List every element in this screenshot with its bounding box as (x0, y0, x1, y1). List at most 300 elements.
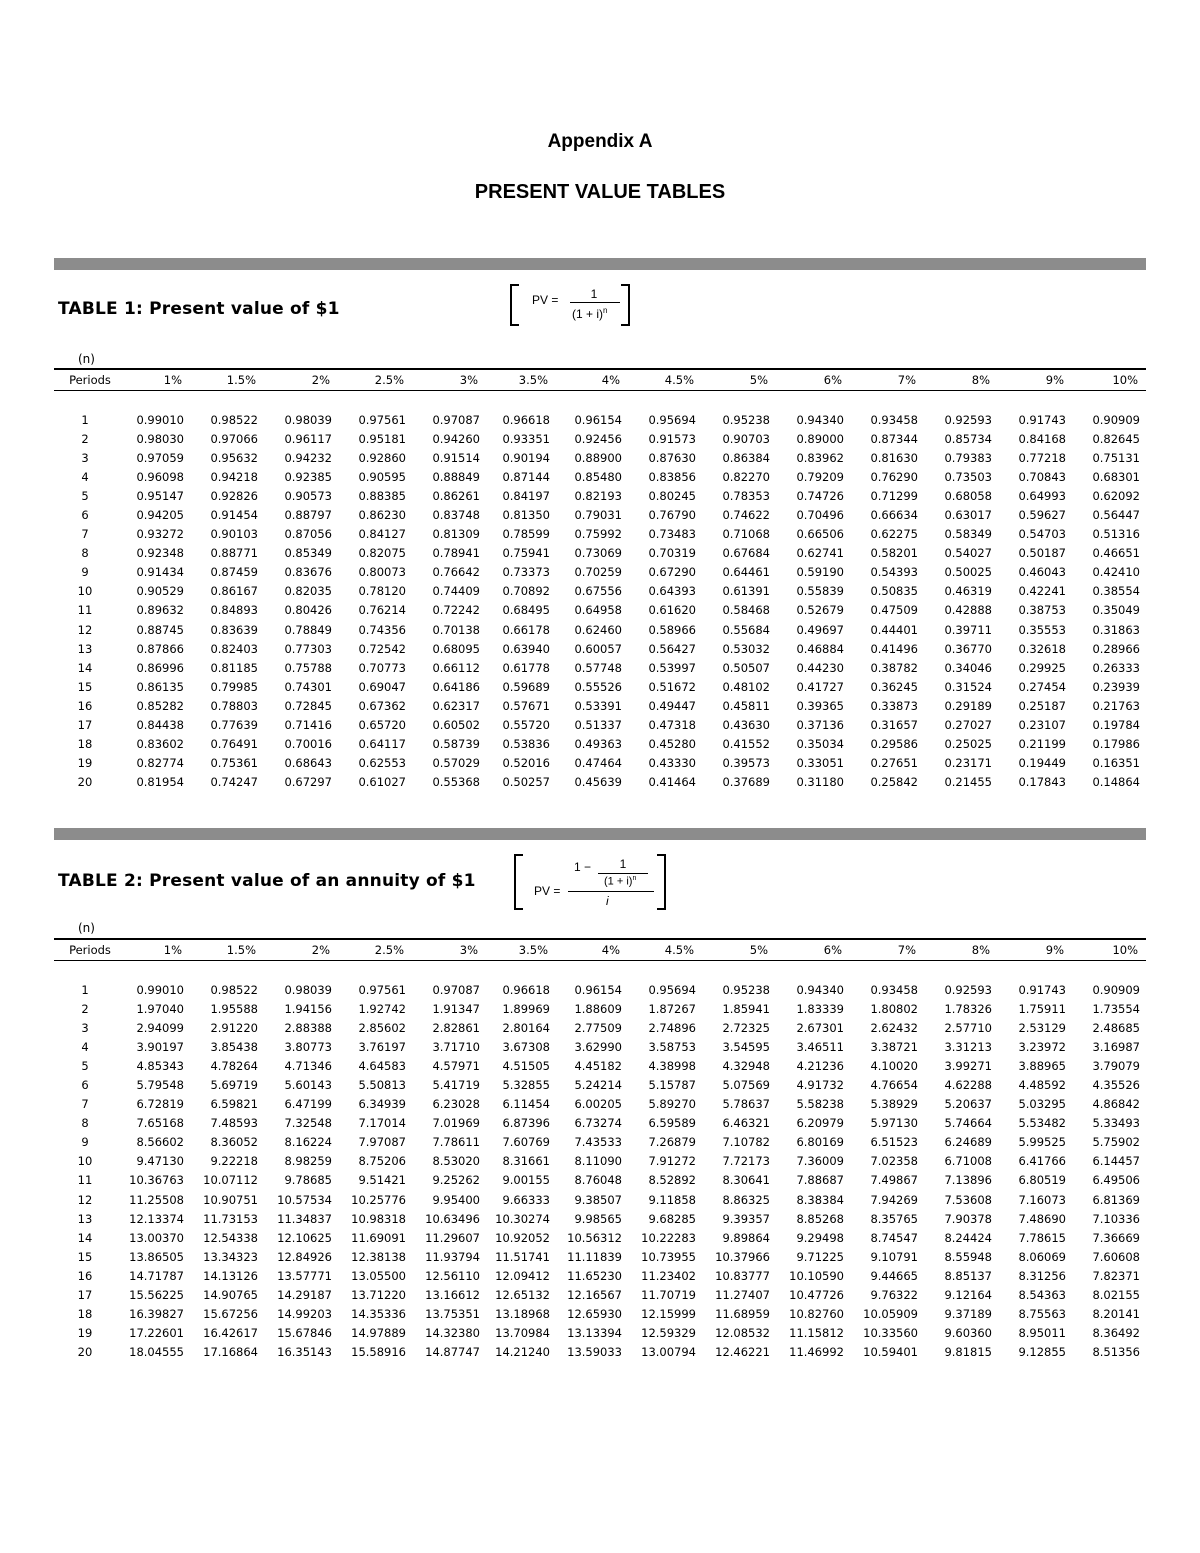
table-row (54, 601, 1146, 620)
table-row (54, 1190, 1146, 1209)
value-cell: 0.92456 (574, 431, 622, 446)
value-cell: 0.78599 (502, 527, 550, 542)
period-cell: 17 (77, 1288, 93, 1303)
table1-header-row (54, 369, 1146, 391)
value-cell: 0.21763 (1092, 698, 1140, 713)
table1-title: TABLE 1: Present value of $1 (58, 299, 340, 319)
value-cell: 1.83339 (796, 1001, 844, 1016)
value-cell: 0.89000 (796, 431, 844, 446)
value-cell: 8.24424 (944, 1230, 992, 1245)
value-cell: 0.51316 (1092, 527, 1140, 542)
value-cell: 1.78326 (944, 1001, 992, 1016)
table-row (54, 639, 1146, 658)
value-cell: 10.37966 (715, 1249, 770, 1264)
value-cell: 6.11454 (502, 1097, 550, 1112)
value-cell: 9.47130 (136, 1154, 184, 1169)
value-cell: 13.13394 (567, 1326, 622, 1341)
value-cell: 8.74547 (870, 1230, 918, 1245)
value-cell: 0.87459 (210, 565, 258, 580)
value-cell: 2.80164 (502, 1020, 550, 1035)
column-header-rate: 4.5% (628, 939, 702, 961)
table-row (54, 1114, 1146, 1133)
value-cell: 0.45280 (648, 737, 696, 752)
value-cell: 2.82861 (432, 1020, 480, 1035)
value-cell: 0.85349 (284, 546, 332, 561)
value-cell: 0.48102 (722, 679, 770, 694)
value-cell: 1.73554 (1092, 1001, 1140, 1016)
value-cell: 0.84127 (358, 527, 406, 542)
table-row (54, 1228, 1146, 1247)
table-row (54, 677, 1146, 696)
value-cell: 0.41464 (648, 775, 696, 790)
value-cell: 8.95011 (1018, 1326, 1066, 1341)
value-cell: 0.70496 (796, 508, 844, 523)
value-cell: 0.76491 (210, 737, 258, 752)
value-cell: 4.10020 (870, 1058, 918, 1073)
value-cell: 5.50813 (358, 1078, 406, 1093)
value-cell: 13.57771 (277, 1268, 332, 1283)
value-cell: 9.39357 (722, 1211, 770, 1226)
period-cell: 3 (81, 450, 89, 465)
value-cell: 6.80169 (796, 1135, 844, 1150)
value-cell: 0.87056 (284, 527, 332, 542)
value-cell: 0.77639 (210, 718, 258, 733)
value-cell: 9.98565 (574, 1211, 622, 1226)
value-cell: 0.36770 (944, 641, 992, 656)
value-cell: 0.94232 (284, 450, 332, 465)
period-cell: 17 (77, 718, 93, 733)
value-cell: 7.91272 (648, 1154, 696, 1169)
value-cell: 8.06069 (1018, 1249, 1066, 1264)
formula-one-minus: 1 − (574, 860, 592, 874)
value-cell: 4.64583 (358, 1058, 406, 1073)
value-cell: 12.08532 (715, 1326, 770, 1341)
value-cell: 0.72845 (284, 698, 332, 713)
value-cell: 0.23939 (1092, 679, 1140, 694)
value-cell: 2.74896 (648, 1020, 696, 1035)
value-cell: 8.38384 (796, 1192, 844, 1207)
value-cell: 0.76642 (432, 565, 480, 580)
value-cell: 5.69719 (210, 1078, 258, 1093)
value-cell: 3.31213 (944, 1039, 992, 1054)
value-cell: 0.73503 (944, 469, 992, 484)
value-cell: 0.76790 (648, 508, 696, 523)
value-cell: 10.73955 (641, 1249, 696, 1264)
value-cell: 9.89864 (722, 1230, 770, 1245)
column-header-rate: 7% (850, 369, 924, 391)
value-cell: 0.51337 (574, 718, 622, 733)
value-cell: 0.90909 (1092, 412, 1140, 427)
value-cell: 0.88771 (210, 546, 258, 561)
value-cell: 13.05500 (351, 1268, 406, 1283)
value-cell: 0.57029 (432, 756, 480, 771)
value-cell: 0.50187 (1018, 546, 1066, 561)
value-cell: 0.46043 (1018, 565, 1066, 580)
value-cell: 0.93458 (870, 982, 918, 997)
value-cell: 0.81630 (870, 450, 918, 465)
value-cell: 0.88797 (284, 508, 332, 523)
formula-fraction-bar (568, 891, 654, 892)
value-cell: 0.74356 (358, 622, 406, 637)
value-cell: 6.34939 (358, 1097, 406, 1112)
value-cell: 0.82193 (574, 488, 622, 503)
value-cell: 9.81815 (944, 1345, 992, 1360)
value-cell: 0.74622 (722, 508, 770, 523)
value-cell: 6.59821 (210, 1097, 258, 1112)
value-cell: 0.64461 (722, 565, 770, 580)
spacer-cell (54, 391, 1146, 411)
value-cell: 3.16987 (1092, 1039, 1140, 1054)
value-cell: 0.96117 (284, 431, 332, 446)
value-cell: 0.60057 (574, 641, 622, 656)
value-cell: 0.58468 (722, 603, 770, 618)
value-cell: 0.45639 (574, 775, 622, 790)
value-cell: 0.97087 (432, 412, 480, 427)
value-cell: 0.47464 (574, 756, 622, 771)
value-cell: 10.07112 (203, 1173, 258, 1188)
value-cell: 7.48690 (1018, 1211, 1066, 1226)
value-cell: 0.87144 (502, 469, 550, 484)
value-cell: 2.88388 (284, 1020, 332, 1035)
value-cell: 0.47318 (648, 718, 696, 733)
value-cell: 0.46319 (944, 584, 992, 599)
table2-header-row (54, 939, 1146, 961)
value-cell: 6.24689 (944, 1135, 992, 1150)
value-cell: 0.67362 (358, 698, 406, 713)
value-cell: 4.76654 (870, 1078, 918, 1093)
value-cell: 2.57710 (944, 1020, 992, 1035)
value-cell: 0.82075 (358, 546, 406, 561)
table-row (54, 1266, 1146, 1285)
value-cell: 1.88609 (574, 1001, 622, 1016)
table-row (54, 525, 1146, 544)
value-cell: 0.62092 (1092, 488, 1140, 503)
value-cell: 10.57534 (277, 1192, 332, 1207)
column-header-rate: 4.5% (628, 369, 702, 391)
value-cell: 0.70773 (358, 660, 406, 675)
table-row (54, 582, 1146, 601)
value-cell: 0.70843 (1018, 469, 1066, 484)
value-cell: 0.37136 (796, 718, 844, 733)
value-cell: 0.39711 (944, 622, 992, 637)
value-cell: 12.38138 (351, 1249, 406, 1264)
value-cell: 0.92860 (358, 450, 406, 465)
period-cell: 10 (77, 584, 93, 599)
column-header-rate: 8% (924, 369, 998, 391)
value-cell: 0.68058 (944, 488, 992, 503)
value-cell: 0.67297 (284, 775, 332, 790)
value-cell: 5.53482 (1018, 1116, 1066, 1131)
value-cell: 0.44230 (796, 660, 844, 675)
value-cell: 13.70984 (495, 1326, 550, 1341)
value-cell: 0.54393 (870, 565, 918, 580)
value-cell: 15.67256 (203, 1307, 258, 1322)
value-cell: 0.95147 (136, 488, 184, 503)
formula-inner-fraction-bar (598, 873, 648, 874)
value-cell: 8.52892 (648, 1173, 696, 1188)
table-row (54, 716, 1146, 735)
value-cell: 0.96098 (136, 469, 184, 484)
value-cell: 0.62553 (358, 756, 406, 771)
value-cell: 14.87747 (425, 1345, 480, 1360)
value-cell: 0.55720 (502, 718, 550, 733)
value-cell: 0.64993 (1018, 488, 1066, 503)
value-cell: 0.37689 (722, 775, 770, 790)
formula-denominator: $(1 + i)^n$ (572, 306, 608, 321)
value-cell: 5.32855 (502, 1078, 550, 1093)
period-cell: 15 (77, 679, 93, 694)
value-cell: 0.99010 (136, 412, 184, 427)
column-header-rate: 2.5% (338, 369, 412, 391)
value-cell: 9.29498 (796, 1230, 844, 1245)
value-cell: 0.27454 (1018, 679, 1066, 694)
value-cell: 0.95632 (210, 450, 258, 465)
value-cell: 0.62741 (796, 546, 844, 561)
table-row (54, 658, 1146, 677)
value-cell: 8.53020 (432, 1154, 480, 1169)
value-cell: 3.62990 (574, 1039, 622, 1054)
value-cell: 0.49447 (648, 698, 696, 713)
value-cell: 13.75351 (425, 1307, 480, 1322)
table-row (54, 696, 1146, 715)
value-cell: 0.66178 (502, 622, 550, 637)
value-cell: 0.38753 (1018, 603, 1066, 618)
value-cell: 0.58349 (944, 527, 992, 542)
table-row (54, 999, 1146, 1018)
value-cell: 7.10336 (1092, 1211, 1140, 1226)
value-cell: 0.55684 (722, 622, 770, 637)
value-cell: 0.96154 (574, 412, 622, 427)
value-cell: 0.91743 (1018, 982, 1066, 997)
value-cell: 0.76214 (358, 603, 406, 618)
formula-inner-denominator: $(1 + i)^n$ (604, 875, 637, 888)
column-header-rate: 2% (264, 939, 338, 961)
value-cell: 6.00205 (574, 1097, 622, 1112)
value-cell: 16.35143 (277, 1345, 332, 1360)
formula-right-bracket (621, 284, 630, 326)
value-cell: 13.71220 (351, 1288, 406, 1303)
value-cell: 2.85602 (358, 1020, 406, 1035)
value-cell: 0.81954 (136, 775, 184, 790)
value-cell: 3.76197 (358, 1039, 406, 1054)
value-cell: 0.60502 (432, 718, 480, 733)
value-cell: 0.50257 (502, 775, 550, 790)
value-cell: 11.65230 (567, 1268, 622, 1283)
value-cell: 7.60608 (1092, 1249, 1140, 1264)
value-cell: 0.74301 (284, 679, 332, 694)
value-cell: 8.31256 (1018, 1268, 1066, 1283)
value-cell: 12.65930 (567, 1307, 622, 1322)
value-cell: 8.55948 (944, 1249, 992, 1264)
value-cell: 8.30641 (722, 1173, 770, 1188)
table-spacer-row (54, 961, 1146, 981)
value-cell: 0.71068 (722, 527, 770, 542)
period-cell: 8 (81, 1116, 89, 1131)
value-cell: 5.78637 (722, 1097, 770, 1112)
value-cell: 13.86505 (129, 1249, 184, 1264)
value-cell: 10.36763 (129, 1173, 184, 1188)
table-row (54, 980, 1146, 999)
value-cell: 0.97561 (358, 412, 406, 427)
value-cell: 13.34323 (203, 1249, 258, 1264)
value-cell: 6.81369 (1092, 1192, 1140, 1207)
value-cell: 4.45182 (574, 1058, 622, 1073)
value-cell: 1.92742 (358, 1001, 406, 1016)
period-cell: 10 (77, 1154, 93, 1169)
column-header-rate: 10% (1072, 369, 1146, 391)
value-cell: 2.67301 (796, 1020, 844, 1035)
value-cell: 12.54338 (203, 1230, 258, 1245)
value-cell: 0.97561 (358, 982, 406, 997)
value-cell: 0.86384 (722, 450, 770, 465)
table-row (54, 467, 1146, 486)
value-cell: 0.64958 (574, 603, 622, 618)
value-cell: 0.83962 (796, 450, 844, 465)
value-cell: 0.59190 (796, 565, 844, 580)
value-cell: 3.46511 (796, 1039, 844, 1054)
value-cell: 14.32380 (425, 1326, 480, 1341)
table-row (54, 1343, 1146, 1362)
value-cell: 0.78849 (284, 622, 332, 637)
value-cell: 0.63940 (502, 641, 550, 656)
value-cell: 0.73373 (502, 565, 550, 580)
value-cell: 0.52016 (502, 756, 550, 771)
column-header-rate: 7% (850, 939, 924, 961)
value-cell: 1.97040 (136, 1001, 184, 1016)
value-cell: 7.48593 (210, 1116, 258, 1131)
value-cell: 0.51672 (648, 679, 696, 694)
value-cell: 4.48592 (1018, 1078, 1066, 1093)
value-cell: 0.70319 (648, 546, 696, 561)
value-cell: 0.33873 (870, 698, 918, 713)
value-cell: 6.59589 (648, 1116, 696, 1131)
value-cell: 0.94340 (796, 412, 844, 427)
value-cell: 0.80073 (358, 565, 406, 580)
value-cell: 0.75361 (210, 756, 258, 771)
value-cell: 3.79079 (1092, 1058, 1140, 1073)
table-row (54, 1152, 1146, 1171)
value-cell: 2.94099 (136, 1020, 184, 1035)
formula-fraction-bar (570, 302, 620, 303)
value-cell: 2.72325 (722, 1020, 770, 1035)
table-row (54, 486, 1146, 505)
value-cell: 4.91732 (796, 1078, 844, 1093)
value-cell: 4.51505 (502, 1058, 550, 1073)
formula-numerator: 1 (590, 287, 598, 301)
period-cell: 13 (77, 1211, 93, 1226)
value-cell: 3.67308 (502, 1039, 550, 1054)
value-cell: 7.65168 (136, 1116, 184, 1131)
period-cell: 6 (81, 1078, 89, 1093)
value-cell: 11.70719 (641, 1288, 696, 1303)
value-cell: 0.77303 (284, 641, 332, 656)
value-cell: 0.27651 (870, 756, 918, 771)
table2-formula (514, 854, 666, 910)
value-cell: 0.81309 (432, 527, 480, 542)
value-cell: 4.57971 (432, 1058, 480, 1073)
value-cell: 16.39827 (129, 1307, 184, 1322)
period-cell: 3 (81, 1020, 89, 1035)
value-cell: 0.46651 (1092, 546, 1140, 561)
value-cell: 12.56110 (425, 1268, 480, 1283)
table-row (54, 1305, 1146, 1324)
value-cell: 14.29187 (277, 1288, 332, 1303)
value-cell: 11.73153 (203, 1211, 258, 1226)
value-cell: 17.16864 (203, 1345, 258, 1360)
value-cell: 4.62288 (944, 1078, 992, 1093)
value-cell: 0.62317 (432, 698, 480, 713)
value-cell: 0.17843 (1018, 775, 1066, 790)
column-header-rate: 1% (126, 369, 190, 391)
value-cell: 0.91454 (210, 508, 258, 523)
value-cell: 5.03295 (1018, 1097, 1066, 1112)
value-cell: 7.16073 (1018, 1192, 1066, 1207)
value-cell: 0.68495 (502, 603, 550, 618)
value-cell: 18.04555 (129, 1345, 184, 1360)
value-cell: 12.15999 (641, 1307, 696, 1322)
value-cell: 0.49363 (574, 737, 622, 752)
column-header-rate: 2% (264, 369, 338, 391)
value-cell: 7.90378 (944, 1211, 992, 1226)
value-cell: 0.68301 (1092, 469, 1140, 484)
value-cell: 0.66506 (796, 527, 844, 542)
value-cell: 7.49867 (870, 1173, 918, 1188)
formula-left-bracket (514, 854, 523, 910)
column-header-periods: Periods (54, 369, 126, 391)
value-cell: 0.35553 (1018, 622, 1066, 637)
period-cell: 20 (77, 775, 93, 790)
column-header-rate: 8% (924, 939, 998, 961)
value-cell: 13.00794 (641, 1345, 696, 1360)
table-row (54, 620, 1146, 639)
value-cell: 0.71299 (870, 488, 918, 503)
value-cell: 0.42410 (1092, 565, 1140, 580)
value-cell: 0.73483 (648, 527, 696, 542)
value-cell: 0.38554 (1092, 584, 1140, 599)
value-cell: 12.84926 (277, 1249, 332, 1264)
value-cell: 4.32948 (722, 1058, 770, 1073)
period-cell: 14 (77, 660, 93, 675)
value-cell: 6.20979 (796, 1116, 844, 1131)
value-cell: 0.62275 (870, 527, 918, 542)
value-cell: 0.91743 (1018, 412, 1066, 427)
column-header-rate: 1.5% (190, 369, 264, 391)
value-cell: 8.11090 (574, 1154, 622, 1169)
value-cell: 5.33493 (1092, 1116, 1140, 1131)
period-cell: 16 (77, 698, 93, 713)
value-cell: 0.43330 (648, 756, 696, 771)
value-cell: 8.86325 (722, 1192, 770, 1207)
value-cell: 10.30274 (495, 1211, 550, 1226)
value-cell: 0.47509 (870, 603, 918, 618)
value-cell: 0.58966 (648, 622, 696, 637)
value-cell: 0.17986 (1092, 737, 1140, 752)
period-cell: 8 (81, 546, 89, 561)
value-cell: 0.63017 (944, 508, 992, 523)
value-cell: 0.19784 (1092, 718, 1140, 733)
value-cell: 11.27407 (715, 1288, 770, 1303)
value-cell: 0.32618 (1018, 641, 1066, 656)
value-cell: 8.36492 (1092, 1326, 1140, 1341)
value-cell: 0.42888 (944, 603, 992, 618)
value-cell: 8.16224 (284, 1135, 332, 1150)
value-cell: 9.51421 (358, 1173, 406, 1188)
value-cell: 3.99271 (944, 1058, 992, 1073)
value-cell: 0.79985 (210, 679, 258, 694)
value-cell: 3.85438 (210, 1039, 258, 1054)
value-cell: 3.58753 (648, 1039, 696, 1054)
value-cell: 11.51741 (495, 1249, 550, 1264)
